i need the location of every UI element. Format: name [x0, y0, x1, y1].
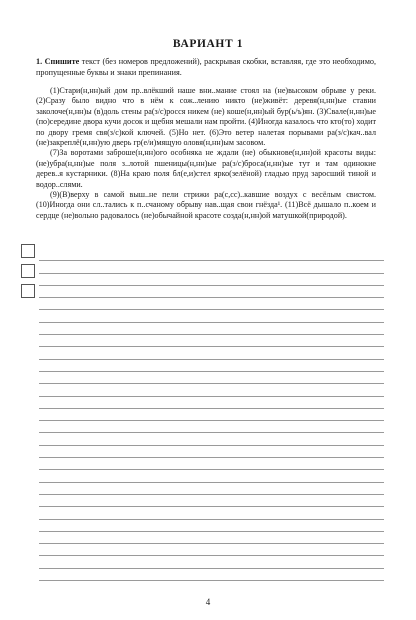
- task-instruction: [36, 57, 376, 78]
- score-box[interactable]: [21, 264, 35, 278]
- variant-title: ВАРИАНТ 1: [172, 38, 244, 50]
- answer-line[interactable]: [39, 569, 384, 581]
- answer-line[interactable]: [39, 274, 384, 286]
- answer-line[interactable]: [39, 249, 384, 261]
- answer-line[interactable]: [39, 409, 384, 421]
- task-number: 1.: [36, 57, 43, 66]
- answer-line[interactable]: [39, 556, 384, 568]
- answer-line[interactable]: [39, 520, 384, 532]
- answer-line[interactable]: [39, 261, 384, 273]
- paragraph-3: (9)(В)верху в самой выш..не пели стрижи ра(с,сс)..кавшие воздух с весёлым свистом. (10)Иногда они сл..тались к п..счаному обрыву нав..щая свои гнёзда¹. (11)Всё дышало п..коем и сердце (не)вольно радовалось (не)обычайной красоте созда(н,нн)ой матушкой(природой).: [36, 190, 376, 220]
- answer-line[interactable]: [39, 298, 384, 310]
- answer-line[interactable]: [39, 360, 384, 372]
- answer-line[interactable]: [39, 323, 384, 335]
- paragraph-2: (7)За воротами заброше(н,нн)ого особняка не ждали (не) обыкнове(н,нн)ой красоты виды: (не)убра(н,нн)ые поля з..лотой пшеницы(н,нн)ые ра(з/с)броса(н,нн)ые тут и там одинокие дерев..я кустарники. (8)На краю поля бл(е,и)стел ярко(зелёной) гладью пруд заросший тиной и водор..слями.: [36, 148, 376, 189]
- answer-line[interactable]: [39, 495, 384, 507]
- paragraph-1: (1)Стари(н,нн)ый дом пр..влёкший наше вни..мание стоял на (не)высоком обрыве у реки. (2)Сразу было видно что в нём к сож..лению никто (не)живёт: деревя(н,нн)ые ставни заколоче(н,нн)ы (в)доль стены ра(з/с)росся никем (не) коше(н,нн)ый бур(ь/ъ)ян. (3)Свале(н,нн)ые (по)середине двора кучи досок и щебня мешали нам пройти. (4)Иногда казалось что кто(то) ходит по двору гремя свя(з/с)кой ключей. (5)Но нет. (6)Это ветер налетая порывами ра(з/с)кач..вал (не)закреплё(н,нн)ую дверь гр(е/и)мящую оловя(н,нн)ым засовом.: [36, 86, 376, 148]
- answer-line[interactable]: [39, 433, 384, 445]
- score-box[interactable]: [21, 284, 35, 298]
- answer-line[interactable]: [39, 347, 384, 359]
- answer-line[interactable]: [39, 372, 384, 384]
- answer-line[interactable]: [39, 286, 384, 298]
- answer-line[interactable]: [39, 335, 384, 347]
- answer-line[interactable]: [39, 470, 384, 482]
- answer-lines[interactable]: [39, 249, 384, 581]
- answer-line[interactable]: [39, 310, 384, 322]
- score-box[interactable]: [21, 244, 35, 258]
- page-number: 4: [205, 597, 211, 607]
- exercise-text: [36, 86, 376, 221]
- answer-line[interactable]: [39, 544, 384, 556]
- answer-line[interactable]: [39, 483, 384, 495]
- score-boxes: [21, 244, 35, 304]
- answer-line[interactable]: [39, 421, 384, 433]
- task-text: текст (без номеров предложений), раскрывая скобки, вставляя, где это необходимо, пропущенные буквы и знаки препинания.: [36, 57, 377, 77]
- answer-line[interactable]: [39, 446, 384, 458]
- answer-line[interactable]: [39, 532, 384, 544]
- answer-line[interactable]: [39, 458, 384, 470]
- answer-line[interactable]: [39, 384, 384, 396]
- answer-line[interactable]: [39, 507, 384, 519]
- task-keyword: Спишите: [44, 57, 80, 66]
- answer-line[interactable]: [39, 397, 384, 409]
